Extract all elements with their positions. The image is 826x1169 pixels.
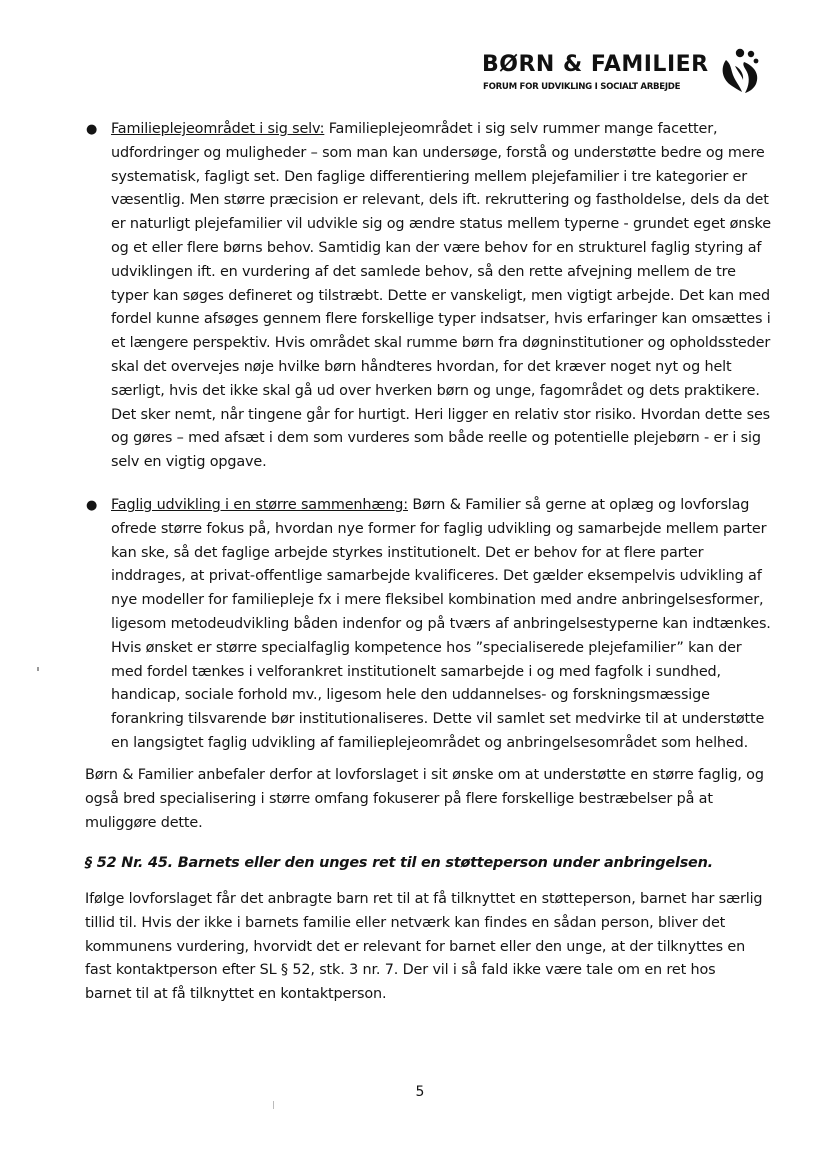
bullet-body (111, 494, 771, 756)
bullet-body (111, 118, 771, 475)
page-number: 5 (415, 1084, 425, 1100)
bullet-text: Børn & Familier så gerne at oplæg og lovforslag ofrede større fokus på, hvordan nye former for faglig udvikling og samarbejde mellem parter kan ske, så det faglige arbejde styrkes institutionelt. Det er behov for at flere parter inddrages, at privat-offentlige samarbejde kvalificeres. Det gælder eksempelvis udvikling af nye modeller for familiepleje fx i mere fleksibel kombination med andre anbringelsesformer, ligesom metodeudvikling båden indenfor og på tværs af anbringelsestyperne kan indtænkes. (111, 497, 771, 632)
logo-subtitle: FORUM FOR UDVIKLING I SOCIALT ARBEJDE (483, 82, 681, 92)
bullet-text-continued: Hvis ønsket er større specialfaglig kompetence hos ”specialiserede plejefamilier” kan der med fordel tænkes i velforankret institutionelt samarbejde i og med fagfolk i sundhed, handicap, sociale forhold mv., ligesom hele den uddannelses- og forskningsmæssige forankring tilsvarende bør institutionaliseres. Dette vil samlet set medvirke til at understøtte en langsigtet faglig udvikling af familieplejeområdet og anbringelsesområdet som helhed. (111, 639, 765, 751)
bullet-term: Familieplejeområdet i sig selv: (111, 121, 325, 137)
scan-mark (273, 1101, 274, 1109)
recommendation-paragraph: Børn & Familier anbefaler derfor at lovforslaget i sit ønske om at understøtte en større faglig, og også bred specialisering i større omfang fokuserer på flere forskellige bestræbelser på at muliggøre dette. (85, 767, 764, 831)
section-paragraph: Ifølge lovforslaget får det anbragte barn ret til at få tilknyttet en støtteperson, barnet har særlig tillid til. Hvis der ikke i barnets familie eller netværk kan findes en sådan person, bliver det kommunens vurdering, hvorvidt det er relevant for barnet eller den unge, at der tilknyttes en fast kontaktperson efter SL § 52, stk. 3 nr. 7. Der vil i så fald ikke være tale om en ret hos barnet til at få tilknyttet en kontaktperson. (85, 891, 763, 1003)
logo-title: BØRN & FAMILIER (482, 52, 709, 77)
section-heading: § 52 Nr. 45. Barnets eller den unges ret til en støtteperson under anbringelsen. (85, 855, 713, 871)
bullet-marker: ● (86, 122, 98, 137)
scan-mark (37, 667, 39, 671)
organization-logo (470, 44, 770, 104)
family-figures-icon (718, 46, 762, 94)
bullet-term: Faglig udvikling i en større sammenhæng: (111, 497, 408, 513)
bullet-marker: ● (86, 498, 98, 513)
bullet-text: Familieplejeområdet i sig selv rummer mange facetter, udfordringer og muligheder – som man kan undersøge, forstå og understøtte bedre og mere systematisk, fagligt set. Den faglige differentiering mellem plejefamilier i tre kategorier er væsentlig. Men større præcision er relevant, dels ift. rekruttering og fastholdelse, dels da det er naturligt plejefamilier vil udvikle sig og ændre status mellem typerne - grundet eget ønske og et eller flere børns behov. Samtidig kan der være behov for en strukturel faglig styring af udviklingen ift. en vurdering af det samlede behov, så den rette afvejning mellem de tre typer kan søges defineret og tilstræbt. Dette er vanskeligt, men vigtigt arbejde. Det kan med fordel kunne afsøges gennem flere forskellige typer indsatser, hvis erfaringer kan omsættes i et længere perspektiv. Hvis området skal rumme børn fra døgninstitutioner og opholdssteder skal det overvejes nøje hvilke børn håndteres hvordan, for det kræver noget nyt og helt særligt, hvis det ikke skal gå ud over hverken børn og unge, fagområdet og dets praktikere. Det sker nemt, når tingene går for hurtigt. Heri ligger en relativ stor risiko. Hvordan dette ses og gøres – med afsæt i dem som vurderes som både reelle og potentielle plejebørn - er i sig selv en vigtig opgave. (111, 121, 771, 471)
